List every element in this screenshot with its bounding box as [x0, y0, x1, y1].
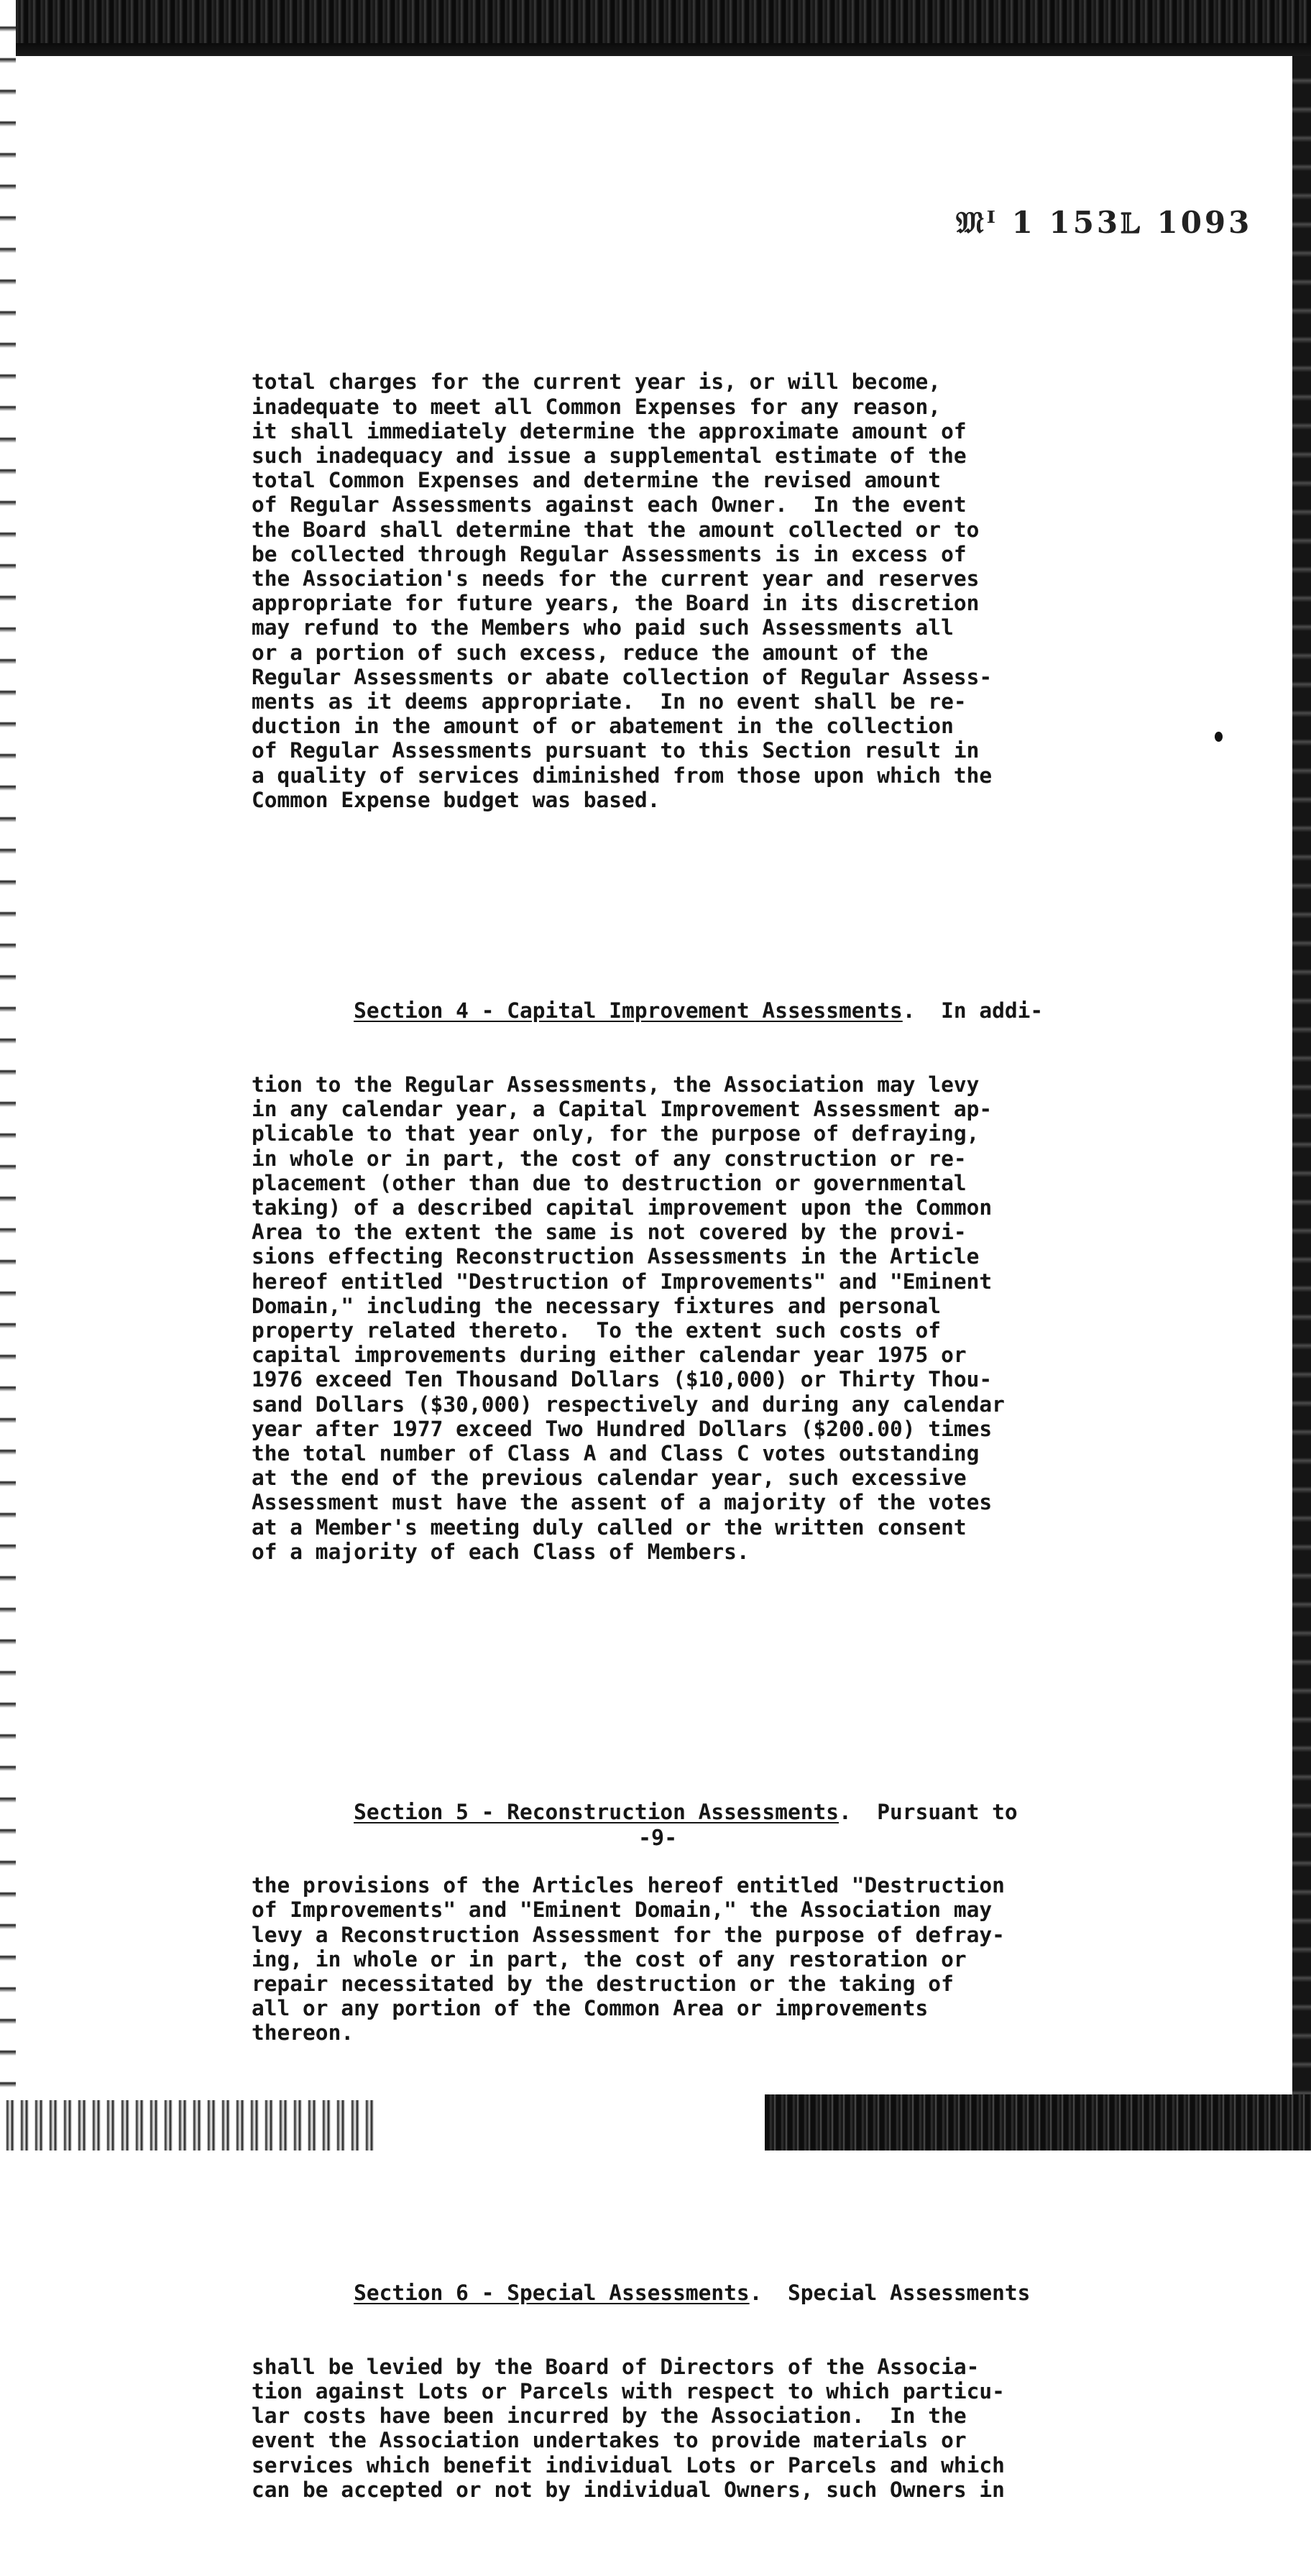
- text-line: ments as it deems appropriate. In no event shall be re-: [252, 689, 967, 714]
- text-line: can be accepted or not by individual Owners, such Owners in: [252, 2477, 1005, 2502]
- text-line: such inadequacy and issue a supplemental estimate of the: [252, 443, 967, 469]
- text-line: may refund to the Members who paid such Assessments all: [252, 615, 954, 640]
- text-line: sions effecting Reconstruction Assessments in the Article: [252, 1244, 980, 1269]
- text-line: levy a Reconstruction Assessment for the purpose of defray-: [252, 1922, 1005, 1947]
- scan-border-left: [0, 0, 16, 2150]
- text-line: in whole or in part, the cost of any construction or re-: [252, 1146, 967, 1171]
- section-6: [252, 2232, 1157, 2552]
- text-line: Assessment must have the assent of a majority of the votes: [252, 1490, 993, 1515]
- text-line: repair necessitated by the destruction or the taking of: [252, 1972, 954, 1996]
- text-line: the Association's needs for the current year and reserves: [252, 566, 980, 592]
- text-line: total charges for the current year is, or will become,: [252, 369, 942, 395]
- paragraph-continuation: [252, 369, 1157, 812]
- section-6-first-line: [252, 2281, 1157, 2305]
- text-line: inadequate to meet all Common Expenses for any reason,: [252, 394, 942, 419]
- section-6-first-line-rest: . Special Assessments: [749, 2281, 1031, 2306]
- text-line: hereof entitled "Destruction of Improvements" and "Eminent: [252, 1269, 993, 1294]
- text-line: the provisions of the Articles hereof entitled "Destruction: [252, 1873, 1005, 1898]
- text-line: all or any portion of the Common Area or improvements: [252, 1996, 929, 2021]
- page-number: -9-: [638, 1826, 678, 1851]
- section-4-first-line-rest: . In addi-: [902, 998, 1044, 1024]
- text-line: the total number of Class A and Class C votes outstanding: [252, 1440, 980, 1466]
- text-line: capital improvements during either calendar year 1975 or: [252, 1343, 967, 1368]
- section-4: [252, 949, 1157, 1613]
- text-line: plicable to that year only, for the purpose of defraying,: [252, 1121, 980, 1146]
- margin-mark: [1215, 732, 1223, 742]
- text-line: of a majority of each Class of Members.: [252, 1539, 750, 1564]
- text-line: tion to the Regular Assessments, the Association may levy: [252, 1072, 980, 1097]
- section-5-heading: Section 5 - Reconstruction Assessments: [354, 1799, 839, 1824]
- text-line: in any calendar year, a Capital Improvement Assessment ap-: [252, 1097, 993, 1122]
- text-line: be collected through Regular Assessments is in excess of: [252, 541, 967, 566]
- text-line: Area to the extent the same is not covered by the provi-: [252, 1220, 967, 1245]
- text-line: it shall immediately determine the approximate amount of: [252, 418, 967, 443]
- text-line: property related thereto. To the extent such costs of: [252, 1317, 942, 1343]
- text-line: at the end of the previous calendar year, such excessive: [252, 1466, 967, 1491]
- text-line: the Board shall determine that the amount collected or to: [252, 517, 980, 542]
- section-5: [252, 1750, 1157, 2094]
- text-line: Common Expense budget was based.: [252, 787, 661, 812]
- scan-border-right: [1292, 56, 1311, 2150]
- text-line: tion against Lots or Parcels with respect to which particu-: [252, 2379, 1005, 2404]
- text-line: ing, in whole or in part, the cost of any restoration or: [252, 1946, 967, 1972]
- text-line: appropriate for future years, the Board in its discretion: [252, 591, 980, 616]
- scan-border-top: [0, 0, 1311, 56]
- text-line: event the Association undertakes to provide materials or: [252, 2428, 967, 2453]
- section-6-heading: Section 6 - Special Assessments: [354, 2281, 750, 2306]
- text-line: taking) of a described capital improvement upon the Common: [252, 1195, 993, 1220]
- section-5-first-line-rest: . Pursuant to: [839, 1799, 1018, 1824]
- text-line: thereon.: [252, 2020, 354, 2046]
- text-line: or a portion of such excess, reduce the amount of the: [252, 640, 929, 665]
- text-line: a quality of services diminished from those upon which the: [252, 763, 993, 788]
- text-line: at a Member's meeting duly called or the written consent: [252, 1514, 967, 1540]
- text-line: Regular Assessments or abate collection of Regular Assess-: [252, 664, 993, 689]
- text-line: duction in the amount of or abatement in the collection: [252, 714, 954, 739]
- text-line: total Common Expenses and determine the revised amount: [252, 468, 942, 493]
- text-line: of Regular Assessments pursuant to this Section result in: [252, 738, 980, 763]
- text-line: Domain," including the necessary fixtures and personal: [252, 1293, 942, 1318]
- text-line: shall be levied by the Board of Directors of the Associa-: [252, 2354, 980, 2379]
- text-line: year after 1977 exceed Two Hundred Dollars ($200.00) times: [252, 1416, 993, 1441]
- section-4-heading: Section 4 - Capital Improvement Assessments: [354, 998, 903, 1024]
- section-4-first-line: [252, 998, 1157, 1023]
- text-line: placement (other than due to destruction or governmental: [252, 1170, 967, 1195]
- document-body: [252, 321, 1157, 2576]
- text-line: services which benefit individual Lots or Parcels and which: [252, 2452, 1005, 2478]
- text-line: sand Dollars ($30,000) respectively and during any calendar: [252, 1392, 1005, 1417]
- text-line: 1976 exceed Ten Thousand Dollars ($10,000) or Thirty Thou-: [252, 1367, 993, 1392]
- document-number: 𝔐ᴵ 1 153𝕃 1093: [956, 205, 1253, 240]
- text-line: lar costs have been incurred by the Association. In the: [252, 2404, 967, 2429]
- section-5-first-line: [252, 1800, 1157, 1824]
- text-line: of Regular Assessments against each Owner. In the event: [252, 492, 967, 518]
- text-line: of Improvements" and "Eminent Domain," the Association may: [252, 1898, 993, 1923]
